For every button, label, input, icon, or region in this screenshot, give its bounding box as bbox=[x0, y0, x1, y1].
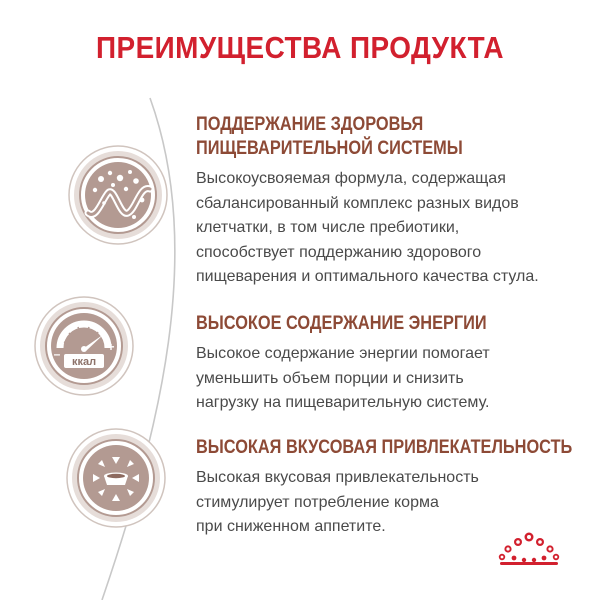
kcal-label: ккал bbox=[71, 356, 97, 368]
crown-logo-icon bbox=[498, 528, 560, 568]
minus-sign: – bbox=[53, 347, 61, 361]
feature-description: Высокая вкусовая привлекательность стимулирует потребление корма при сниженном аппетите. bbox=[196, 469, 479, 535]
intestine-fiber-icon bbox=[68, 145, 168, 245]
feature-heading: ПОДДЕРЖАНИЕ ЗДОРОВЬЯ ПИЩЕВАРИТЕЛЬНОЙ СИСТЕМЫ bbox=[196, 114, 463, 159]
feature-description: Высокое содержание энергии помогает уменьшить объем порции и снизить нагрузку на пищеварительную систему. bbox=[196, 345, 490, 411]
feature-digestive-health bbox=[196, 113, 596, 290]
plus-sign: + bbox=[107, 340, 115, 354]
feature-palatability bbox=[196, 436, 596, 540]
page-title: ПРЕИМУЩЕСТВА ПРОДУКТА bbox=[96, 30, 504, 65]
feature-heading: ВЫСОКОЕ СОДЕРЖАНИЕ ЭНЕРГИИ bbox=[196, 313, 487, 334]
food-bowl-aroma-icon bbox=[66, 428, 166, 528]
feature-high-energy bbox=[196, 312, 596, 416]
feature-description: Высокоусвояемая формула, содержащая сбалансированный комплекс разных видов клетчатки, в том числе пребиотики, способствует поддержанию здорового пищеварения и оптимального качества стула. bbox=[196, 170, 539, 285]
energy-gauge-icon bbox=[34, 296, 134, 396]
feature-heading: ВЫСОКАЯ ВКУСОВАЯ ПРИВЛЕКАТЕЛЬНОСТЬ bbox=[196, 437, 573, 458]
